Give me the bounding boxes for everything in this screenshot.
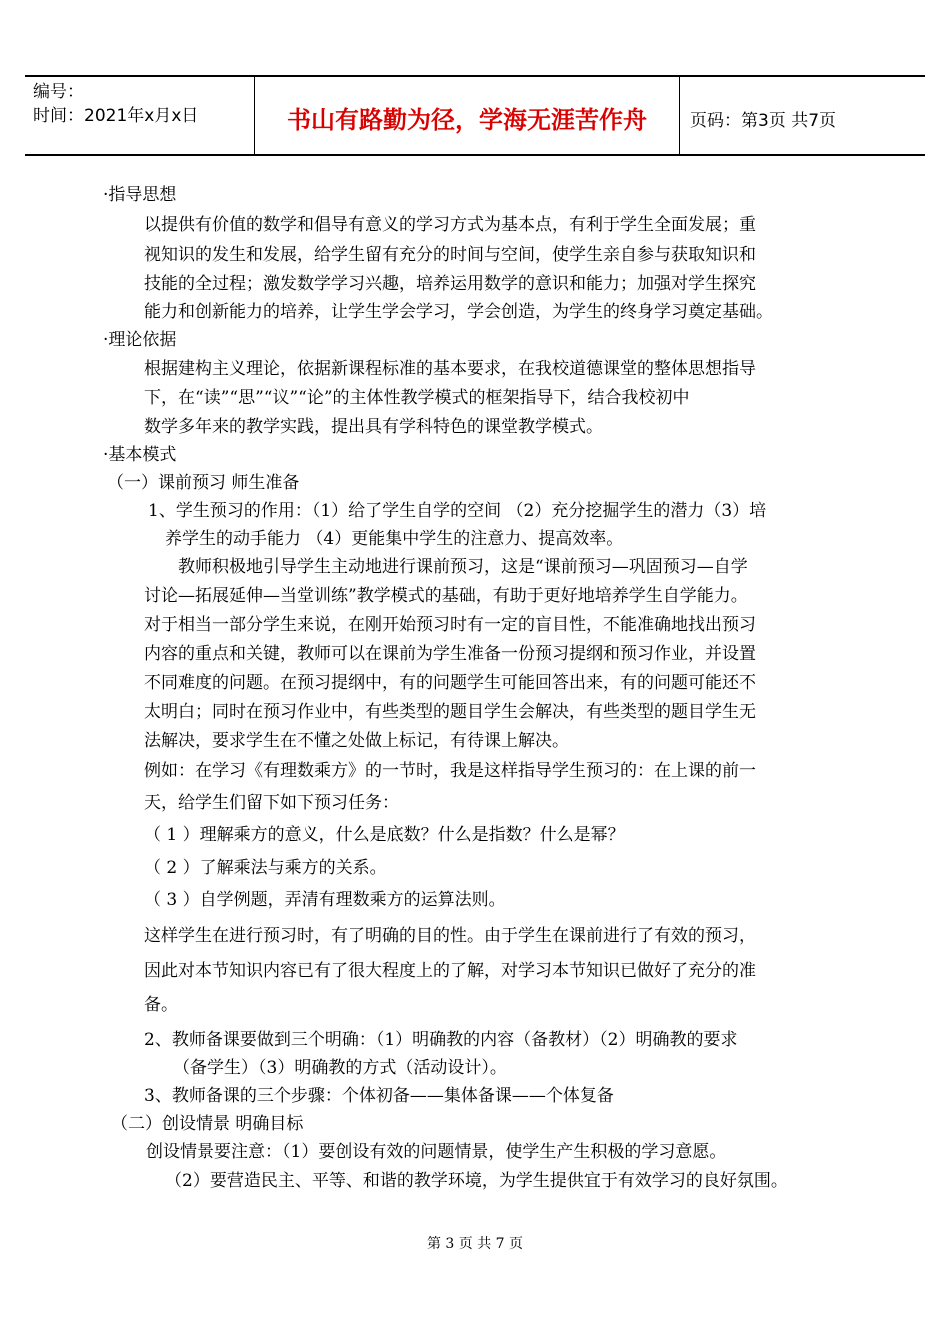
paragraph-line: 例如：在学习《有理数乘方》的一节时，我是这样指导学生预习的：在上课的前一 xyxy=(144,761,756,781)
paragraph-line: 备。 xyxy=(144,995,178,1015)
paragraph-line: 内容的重点和关键，教师可以在课前为学生准备一份预习提纲和预习作业，并设置 xyxy=(144,644,756,664)
paragraph-line: 天，给学生们留下如下预习任务： xyxy=(144,793,399,813)
paragraph-line: 教师积极地引导学生主动地进行课前预习，这是“课前预习—巩固预习—自学 xyxy=(178,557,748,577)
list-item-line: 1、学生预习的作用：（1）给了学生自学的空间 （2）充分挖掘学生的潜力（3）培 xyxy=(148,501,767,521)
header-divider-left xyxy=(254,76,255,155)
heading-basic-mode: ·基本模式 xyxy=(103,445,177,465)
paragraph-line: 技能的全过程；激发数学学习兴趣，培养运用数学的意识和能力；加强对学生探究 xyxy=(144,274,756,294)
page-footer: 第 3 页 共 7 页 xyxy=(426,1236,524,1252)
section-heading-2: （二）创设情景 明确目标 xyxy=(111,1114,304,1134)
list-item: （ 3 ）自学例题，弄清有理数乘方的运算法则。 xyxy=(144,890,506,910)
header-bottom-rule xyxy=(25,154,925,156)
paragraph-line: 因此对本节知识内容已有了很大程度上的了解，对学习本节知识已做好了充分的准 xyxy=(144,961,756,981)
paragraph-line: 下，在“读”“思”“议”“论”的主体性教学模式的框架指导下，结合我校初中 xyxy=(144,388,690,408)
list-item-line: （备学生）（3）明确教的方式（活动设计）。 xyxy=(173,1058,507,1078)
list-item-line: 3、教师备课的三个步骤：个体初备——集体备课——个体复备 xyxy=(144,1086,614,1106)
paragraph-line: 讨论—拓展延伸—当堂训练”教学模式的基础，有助于更好地培养学生自学能力。 xyxy=(144,586,748,606)
header-motto: 书山有路勤为径，学海无涯苦作舟 xyxy=(287,105,647,134)
header-divider-right xyxy=(679,76,680,155)
list-item-line: 养学生的动手能力 （4）更能集中学生的注意力、提高效率。 xyxy=(165,529,624,549)
list-item: （ 2 ）了解乘法与乘方的关系。 xyxy=(144,858,387,878)
paragraph-line: 不同难度的问题。在预习提纲中，有的问题学生可能回答出来，有的问题可能还不 xyxy=(144,673,756,693)
paragraph-line: 创设情景要注意：（1）要创设有效的问题情景，使学生产生积极的学习意愿。 xyxy=(146,1142,727,1162)
heading-guiding-thought: ·指导思想 xyxy=(103,185,177,205)
paragraph-line: 法解决，要求学生在不懂之处做上标记，有待课上解决。 xyxy=(144,731,569,751)
paragraph-line: 太明白；同时在预习作业中，有些类型的题目学生会解决，有些类型的题目学生无 xyxy=(144,702,756,722)
paragraph-line: 对于相当一部分学生来说，在刚开始预习时有一定的盲目性，不能准确地找出预习 xyxy=(144,615,756,635)
header-left-cell xyxy=(33,80,198,128)
header-top-rule xyxy=(25,75,925,77)
header-page-label: 页码：第3页 共7页 xyxy=(690,111,837,131)
paragraph-line: （2）要营造民主、平等、和谐的教学环境，为学生提供宜于有效学习的良好氛围。 xyxy=(165,1171,788,1191)
paragraph-line: 这样学生在进行预习时，有了明确的目的性。由于学生在课前进行了有效的预习， xyxy=(144,926,756,946)
paragraph-line: 能力和创新能力的培养，让学生学会学习，学会创造，为学生的终身学习奠定基础。 xyxy=(144,302,773,322)
document-time-label: 时间：2021年x月x日 xyxy=(33,106,199,126)
section-heading-1: （一）课前预习 师生准备 xyxy=(107,473,300,493)
paragraph-line: 数学多年来的教学实践，提出具有学科特色的课堂教学模式。 xyxy=(144,417,603,437)
paragraph-line: 视知识的发生和发展，给学生留有充分的时间与空间，使学生亲自参与获取知识和 xyxy=(144,245,756,265)
heading-theory-basis: ·理论依据 xyxy=(103,330,177,350)
paragraph-line: 根据建构主义理论，依据新课程标准的基本要求，在我校道德课堂的整体思想指导 xyxy=(144,359,756,379)
list-item-line: 2、教师备课要做到三个明确：（1）明确教的内容（备教材）（2）明确教的要求 xyxy=(144,1030,738,1050)
list-item: （ 1 ）理解乘方的意义，什么是底数？什么是指数？什么是幂？ xyxy=(144,825,625,845)
document-number-label: 编号： xyxy=(33,82,84,102)
paragraph-line: 以提供有价值的数学和倡导有意义的学习方式为基本点，有利于学生全面发展；重 xyxy=(144,215,756,235)
